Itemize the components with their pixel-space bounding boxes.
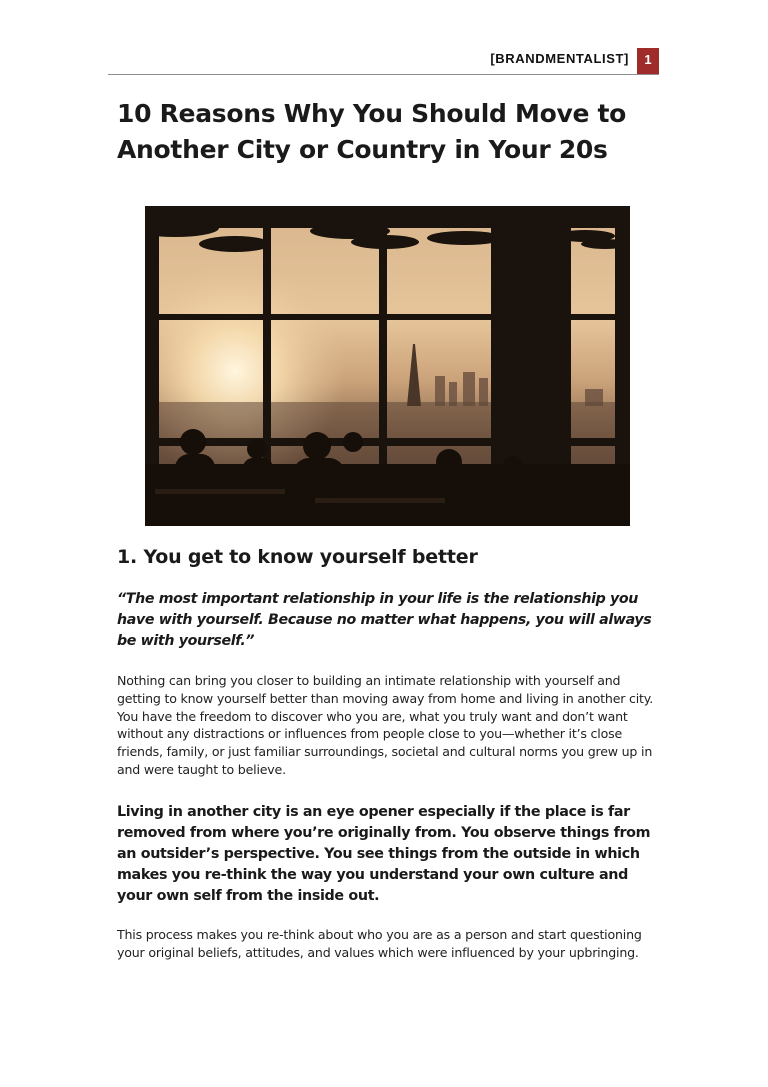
city-window-sunset-photo (145, 206, 630, 526)
article-title: 10 Reasons Why You Should Move to Another City or Country in Your 20s (117, 99, 627, 164)
page-header (108, 48, 659, 75)
pull-quote: “The most important relationship in your life is the relationship you have with yourself. Because no matter what happens, you will always be with yourself.” (117, 591, 652, 649)
emphasis-paragraph: Living in another city is an eye opener especially if the place is far removed from where you’re originally from. You observe things from an outsider’s perspective. You see things from the outside in which makes you re-think the way you understand your own culture and your own self from the inside out. (117, 804, 651, 904)
section-heading: 1. You get to know yourself better (117, 546, 478, 568)
body-paragraph-1: Nothing can bring you closer to building an intimate relationship with yourself and getting to know yourself better than moving away from home and living in another city. You have the freedom to discover who you are, what you truly want and don’t want without any distractions or influences from people close to you—whether it’s close friends, family, or just familiar surroundings, societal and cultural norms you grew up in and were taught to believe. (117, 673, 654, 777)
body-paragraph-2: This process makes you re-think about who you are as a person and start questioning your original beliefs, attitudes, and values which were influenced by your upbringing. (117, 927, 642, 960)
page-number-badge: 1 (637, 48, 659, 74)
brand-label: [BRANDMENTALIST] (490, 51, 629, 66)
